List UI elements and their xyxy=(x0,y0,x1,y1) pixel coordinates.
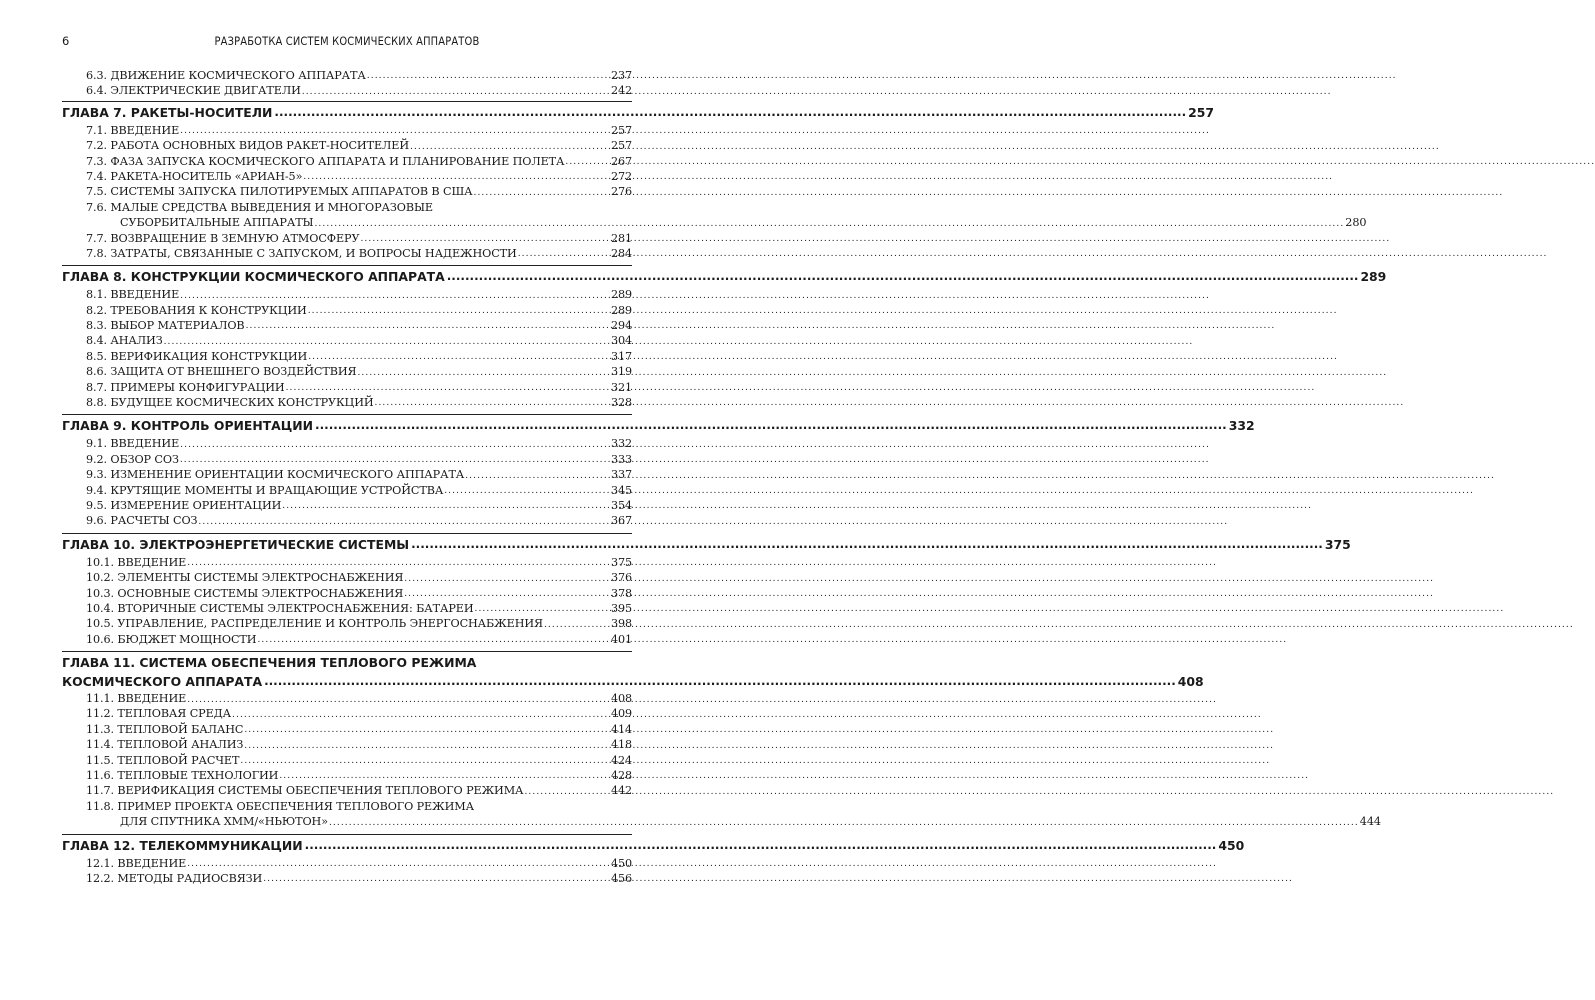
chapter-12-heading[interactable] xyxy=(62,834,1245,856)
entry-page: 456 xyxy=(610,872,632,885)
toc-entry[interactable] xyxy=(62,395,632,410)
entry-page: 367 xyxy=(610,514,632,528)
leader-dots xyxy=(305,835,1217,856)
chapter-10-heading[interactable] xyxy=(62,533,1351,555)
toc-entry[interactable] xyxy=(62,452,632,467)
leader-dots xyxy=(404,573,610,586)
chapter-page: 289 xyxy=(1360,269,1387,285)
leader-dots xyxy=(180,290,610,303)
toc-entry[interactable] xyxy=(62,123,632,138)
chapter-9-items xyxy=(62,436,632,528)
entry-page: 395 xyxy=(610,601,632,615)
toc-entry[interactable] xyxy=(62,768,632,783)
entry-page: 337 xyxy=(610,468,632,482)
table-of-contents xyxy=(62,68,1387,886)
entry-label-line2: СУБОРБИТАЛЬНЫЕ АППАРАТЫ xyxy=(120,216,314,230)
entry-page: 272 xyxy=(610,169,632,183)
entry-label: 9.1. ВВЕДЕНИЕ xyxy=(86,437,180,451)
entry-page: 294 xyxy=(610,319,632,333)
toc-entry[interactable] xyxy=(62,287,632,302)
leader-dots xyxy=(329,817,1359,830)
entry-label: 10.5. УПРАВЛЕНИЕ, РАСПРЕДЕЛЕНИЕ И КОНТРОЛЬ ЭНЕРГОСНАБЖЕНИЯ xyxy=(86,617,543,631)
entry-page: 319 xyxy=(610,365,632,379)
leader-dots xyxy=(544,619,610,632)
chapter-10-items xyxy=(62,555,632,647)
entry-label-line1: 7.6. МАЛЫЕ СРЕДСТВА ВЫВЕДЕНИЯ И МНОГОРАЗОВЫЕ xyxy=(86,200,433,214)
leader-dots xyxy=(187,858,610,871)
toc-entry[interactable] xyxy=(62,483,632,498)
chapter-12-items xyxy=(62,856,632,887)
entry-label: 9.4. КРУТЯЩИЕ МОМЕНТЫ И ВРАЩАЮЩИЕ УСТРОЙСТВА xyxy=(86,483,444,497)
toc-entry[interactable] xyxy=(62,498,632,513)
entry-label: 8.2. ТРЕБОВАНИЯ К КОНСТРУКЦИИ xyxy=(86,303,307,317)
entry-page: 237 xyxy=(610,68,632,82)
entry-page: 276 xyxy=(610,185,632,199)
toc-entry[interactable] xyxy=(62,364,632,379)
entry-label: 8.6. ЗАЩИТА ОТ ВНЕШНЕГО ВОЗДЕЙСТВИЯ xyxy=(86,365,357,379)
toc-entry[interactable] xyxy=(62,154,632,169)
leader-dots xyxy=(187,694,610,707)
entry-label: 9.3. ИЗМЕНЕНИЕ ОРИЕНТАЦИИ КОСМИЧЕСКОГО АППАРАТА xyxy=(86,468,465,482)
leader-dots xyxy=(244,724,610,737)
toc-entry[interactable] xyxy=(62,138,632,153)
toc-entry[interactable] xyxy=(62,616,632,631)
entry-page: 304 xyxy=(610,334,632,348)
chapter-title: ГЛАВА 10. ЭЛЕКТРОЭНЕРГЕТИЧЕСКИЕ СИСТЕМЫ xyxy=(62,536,410,552)
toc-entry[interactable] xyxy=(62,318,632,333)
entry-label: 11.3. ТЕПЛОВОЙ БАЛАНС xyxy=(86,722,244,736)
leader-dots xyxy=(282,500,610,513)
chapter-page: 257 xyxy=(1188,104,1214,120)
chapter-title: ГЛАВА 8. КОНСТРУКЦИИ КОСМИЧЕСКОГО АППАРАТА xyxy=(62,269,445,285)
entry-label: 10.4. ВТОРИЧНЫЕ СИСТЕМЫ ЭЛЕКТРОСНАБЖЕНИЯ: БАТАРЕИ xyxy=(86,601,474,615)
entry-label: 7.3. ФАЗА ЗАПУСКА КОСМИЧЕСКОГО АППАРАТА И ПЛАНИРОВАНИЕ ПОЛЕТА xyxy=(86,154,565,168)
entry-page: 408 xyxy=(610,692,632,706)
entry-page: 242 xyxy=(610,84,632,98)
entry-label: 8.1. ВВЕДЕНИЕ xyxy=(86,288,180,302)
leader-dots xyxy=(474,187,610,200)
toc-entry[interactable] xyxy=(62,349,632,364)
leader-dots xyxy=(308,351,610,364)
toc-entry[interactable] xyxy=(62,231,632,246)
toc-entry[interactable] xyxy=(62,83,632,98)
leader-dots xyxy=(279,770,610,783)
entry-page: 257 xyxy=(610,123,632,137)
leader-dots xyxy=(303,171,610,184)
leader-dots xyxy=(180,439,610,452)
entry-page: 378 xyxy=(610,586,632,600)
leader-dots xyxy=(404,588,610,601)
leader-dots xyxy=(164,336,610,349)
entry-label: 10.1. ВВЕДЕНИЕ xyxy=(86,555,187,569)
toc-entry[interactable] xyxy=(62,184,632,199)
leader-dots xyxy=(308,305,610,318)
leader-dots xyxy=(263,873,610,886)
entry-label: 10.6. БЮДЖЕТ МОЩНОСТИ xyxy=(86,632,257,646)
chapter-8-heading[interactable] xyxy=(62,265,1387,287)
leader-dots xyxy=(518,248,610,261)
entry-label-line2: ДЛЯ СПУТНИКА XMM/«НЬЮТОН» xyxy=(120,815,328,829)
toc-entry[interactable] xyxy=(62,856,632,871)
entry-label: 8.4. АНАЛИЗ xyxy=(86,334,163,348)
toc-entry[interactable] xyxy=(62,753,632,768)
entry-page: 398 xyxy=(610,617,632,631)
entry-label: 10.2. ЭЛЕМЕНТЫ СИСТЕМЫ ЭЛЕКТРОСНАБЖЕНИЯ xyxy=(86,571,404,585)
leader-dots xyxy=(357,367,610,380)
toc-entry[interactable] xyxy=(62,303,632,318)
chapter-9-heading[interactable] xyxy=(62,414,1255,436)
toc-entry-11-8[interactable] xyxy=(62,799,1381,830)
entry-label: 6.3. ДВИЖЕНИЕ КОСМИЧЕСКОГО АППАРАТА xyxy=(86,68,366,82)
entry-label: 11.1. ВВЕДЕНИЕ xyxy=(86,692,187,706)
chapter-8-items xyxy=(62,287,632,410)
toc-entry[interactable] xyxy=(62,722,632,737)
chapter-7-heading[interactable] xyxy=(62,101,1214,123)
entry-page: 414 xyxy=(610,722,632,736)
entry-page: 257 xyxy=(610,139,632,153)
entry-page: 289 xyxy=(610,303,632,317)
leader-dots xyxy=(410,141,610,154)
entry-label: 7.8. ЗАТРАТЫ, СВЯЗАННЫЕ С ЗАПУСКОМ, И ВОПРОСЫ НАДЕЖНОСТИ xyxy=(86,246,517,260)
entry-page: 333 xyxy=(610,452,632,466)
leader-dots xyxy=(232,709,610,722)
chapter-11-items xyxy=(62,691,632,799)
leader-dots xyxy=(264,672,1176,691)
entry-label: 8.7. ПРИМЕРЫ КОНФИГУРАЦИИ xyxy=(86,380,285,394)
chapter-page: 408 xyxy=(1177,674,1204,690)
chapter-title: ГЛАВА 12. ТЕЛЕКОММУНИКАЦИИ xyxy=(62,837,303,853)
entry-page: 354 xyxy=(610,498,632,512)
toc-entry[interactable] xyxy=(62,513,632,528)
entry-page: 280 xyxy=(1345,216,1367,230)
running-title: РАЗРАБОТКА СИСТЕМ КОСМИЧЕСКИХ АППАРАТОВ xyxy=(214,34,480,48)
entry-page: 418 xyxy=(610,738,632,752)
chapter-page: 450 xyxy=(1218,837,1245,853)
chapter-7-items-cont xyxy=(62,231,632,262)
leader-dots xyxy=(240,755,610,768)
chapter-11-heading[interactable] xyxy=(62,651,1204,691)
toc-entry[interactable] xyxy=(62,737,632,752)
toc-entry[interactable] xyxy=(62,436,632,451)
leader-dots xyxy=(524,786,610,799)
leader-dots xyxy=(246,320,610,333)
leader-dots xyxy=(314,218,1344,231)
toc-entry[interactable] xyxy=(62,246,632,261)
toc-entry[interactable] xyxy=(62,871,632,886)
leader-dots xyxy=(198,516,610,529)
leader-dots xyxy=(187,557,610,570)
toc-entry[interactable] xyxy=(62,555,632,570)
toc-entry-7-6[interactable] xyxy=(62,200,1367,231)
entry-label: 9.5. ИЗМЕРЕНИЕ ОРИЕНТАЦИИ xyxy=(86,498,282,512)
entry-label: 7.4. РАКЕТА-НОСИТЕЛЬ «АРИАН-5» xyxy=(86,169,303,183)
entry-page: 424 xyxy=(610,753,632,767)
entry-label: 11.5. ТЕПЛОВОЙ РАСЧЕТ xyxy=(86,753,240,767)
entry-page: 409 xyxy=(610,707,632,721)
entry-label: 11.6. ТЕПЛОВЫЕ ТЕХНОЛОГИИ xyxy=(86,769,279,783)
entry-page: 375 xyxy=(610,555,632,569)
toc-entry[interactable] xyxy=(62,783,632,798)
toc-entry[interactable] xyxy=(62,707,632,722)
leader-dots xyxy=(411,534,1323,555)
entry-page: 428 xyxy=(610,769,632,783)
running-header xyxy=(62,34,632,52)
entry-page: 317 xyxy=(610,349,632,363)
chapter-title-line1: ГЛАВА 11. СИСТЕМА ОБЕСПЕЧЕНИЯ ТЕПЛОВОГО РЕЖИМА xyxy=(62,655,477,671)
entry-page: 450 xyxy=(610,856,632,870)
leader-dots xyxy=(257,634,609,647)
entry-page: 289 xyxy=(610,288,632,302)
chapter-title: ГЛАВА 7. РАКЕТЫ-НОСИТЕЛИ xyxy=(62,104,273,120)
chapter-title-line2: КОСМИЧЕСКОГО АППАРАТА xyxy=(62,674,263,690)
leader-dots xyxy=(274,102,1186,123)
leader-dots xyxy=(475,603,610,616)
pre-items xyxy=(62,68,632,99)
leader-dots xyxy=(360,233,609,246)
entry-label: 7.1. ВВЕДЕНИЕ xyxy=(86,123,180,137)
leader-dots xyxy=(465,470,610,483)
entry-label: 10.3. ОСНОВНЫЕ СИСТЕМЫ ЭЛЕКТРОСНАБЖЕНИЯ xyxy=(86,586,404,600)
leader-dots xyxy=(444,485,610,498)
entry-label: 11.2. ТЕПЛОВАЯ СРЕДА xyxy=(86,707,232,721)
toc-entry[interactable] xyxy=(62,380,632,395)
entry-label: 7.7. ВОЗВРАЩЕНИЕ В ЗЕМНУЮ АТМОСФЕРУ xyxy=(86,231,360,245)
chapter-page: 332 xyxy=(1228,418,1255,434)
entry-label: 8.5. ВЕРИФИКАЦИЯ КОНСТРУКЦИИ xyxy=(86,349,308,363)
toc-entry[interactable] xyxy=(62,691,632,706)
toc-entry[interactable] xyxy=(62,333,632,348)
entry-page: 444 xyxy=(1359,815,1381,829)
chapter-7-items xyxy=(62,123,632,200)
entry-page: 328 xyxy=(610,396,632,410)
toc-entry[interactable] xyxy=(62,601,632,616)
leader-dots xyxy=(367,70,610,83)
entry-label: 6.4. ЭЛЕКТРИЧЕСКИЕ ДВИГАТЕЛИ xyxy=(86,84,301,98)
toc-entry[interactable] xyxy=(62,68,632,83)
entry-label: 8.3. ВЫБОР МАТЕРИАЛОВ xyxy=(86,319,245,333)
entry-page: 345 xyxy=(610,483,632,497)
leader-dots xyxy=(286,382,610,395)
chapter-page: 375 xyxy=(1324,536,1351,552)
entry-page: 281 xyxy=(610,231,632,245)
page-number: 6 xyxy=(62,34,70,48)
entry-label: 9.6. РАСЧЕТЫ СОЗ xyxy=(86,514,198,528)
leader-dots xyxy=(375,397,610,410)
toc-entry[interactable] xyxy=(62,467,632,482)
leader-dots xyxy=(315,415,1227,436)
entry-label: 11.4. ТЕПЛОВОЙ АНАЛИЗ xyxy=(86,738,244,752)
entry-page: 332 xyxy=(610,437,632,451)
toc-entry[interactable] xyxy=(62,570,632,585)
entry-label: 11.7. ВЕРИФИКАЦИЯ СИСТЕМЫ ОБЕСПЕЧЕНИЯ ТЕПЛОВОГО РЕЖИМА xyxy=(86,784,524,798)
leader-dots xyxy=(180,125,610,138)
toc-entry[interactable] xyxy=(62,586,632,601)
entry-label: 7.2. РАБОТА ОСНОВНЫХ ВИДОВ РАКЕТ-НОСИТЕЛЕЙ xyxy=(86,139,409,153)
entry-label: 8.8. БУДУЩЕЕ КОСМИЧЕСКИХ КОНСТРУКЦИЙ xyxy=(86,396,374,410)
entry-label: 12.1. ВВЕДЕНИЕ xyxy=(86,856,187,870)
entry-page: 401 xyxy=(610,632,632,646)
entry-page: 267 xyxy=(610,154,632,168)
leader-dots xyxy=(302,86,610,99)
entry-page: 284 xyxy=(610,246,632,260)
entry-label-line1: 11.8. ПРИМЕР ПРОЕКТА ОБЕСПЕЧЕНИЯ ТЕПЛОВОГО РЕЖИМА xyxy=(86,799,474,813)
chapter-title: ГЛАВА 9. КОНТРОЛЬ ОРИЕНТАЦИИ xyxy=(62,418,314,434)
leader-dots xyxy=(244,740,610,753)
toc-entry[interactable] xyxy=(62,632,632,647)
entry-label: 7.5. СИСТЕМЫ ЗАПУСКА ПИЛОТИРУЕМЫХ АППАРАТОВ В США xyxy=(86,185,473,199)
entry-label: 12.2. МЕТОДЫ РАДИОСВЯЗИ xyxy=(86,872,263,885)
leader-dots xyxy=(565,156,610,169)
toc-entry[interactable] xyxy=(62,169,632,184)
entry-page: 321 xyxy=(610,380,632,394)
entry-page: 442 xyxy=(610,784,632,798)
entry-page: 376 xyxy=(610,571,632,585)
entry-label: 9.2. ОБЗОР СОЗ xyxy=(86,452,179,466)
leader-dots xyxy=(447,266,1359,287)
leader-dots xyxy=(180,454,610,467)
